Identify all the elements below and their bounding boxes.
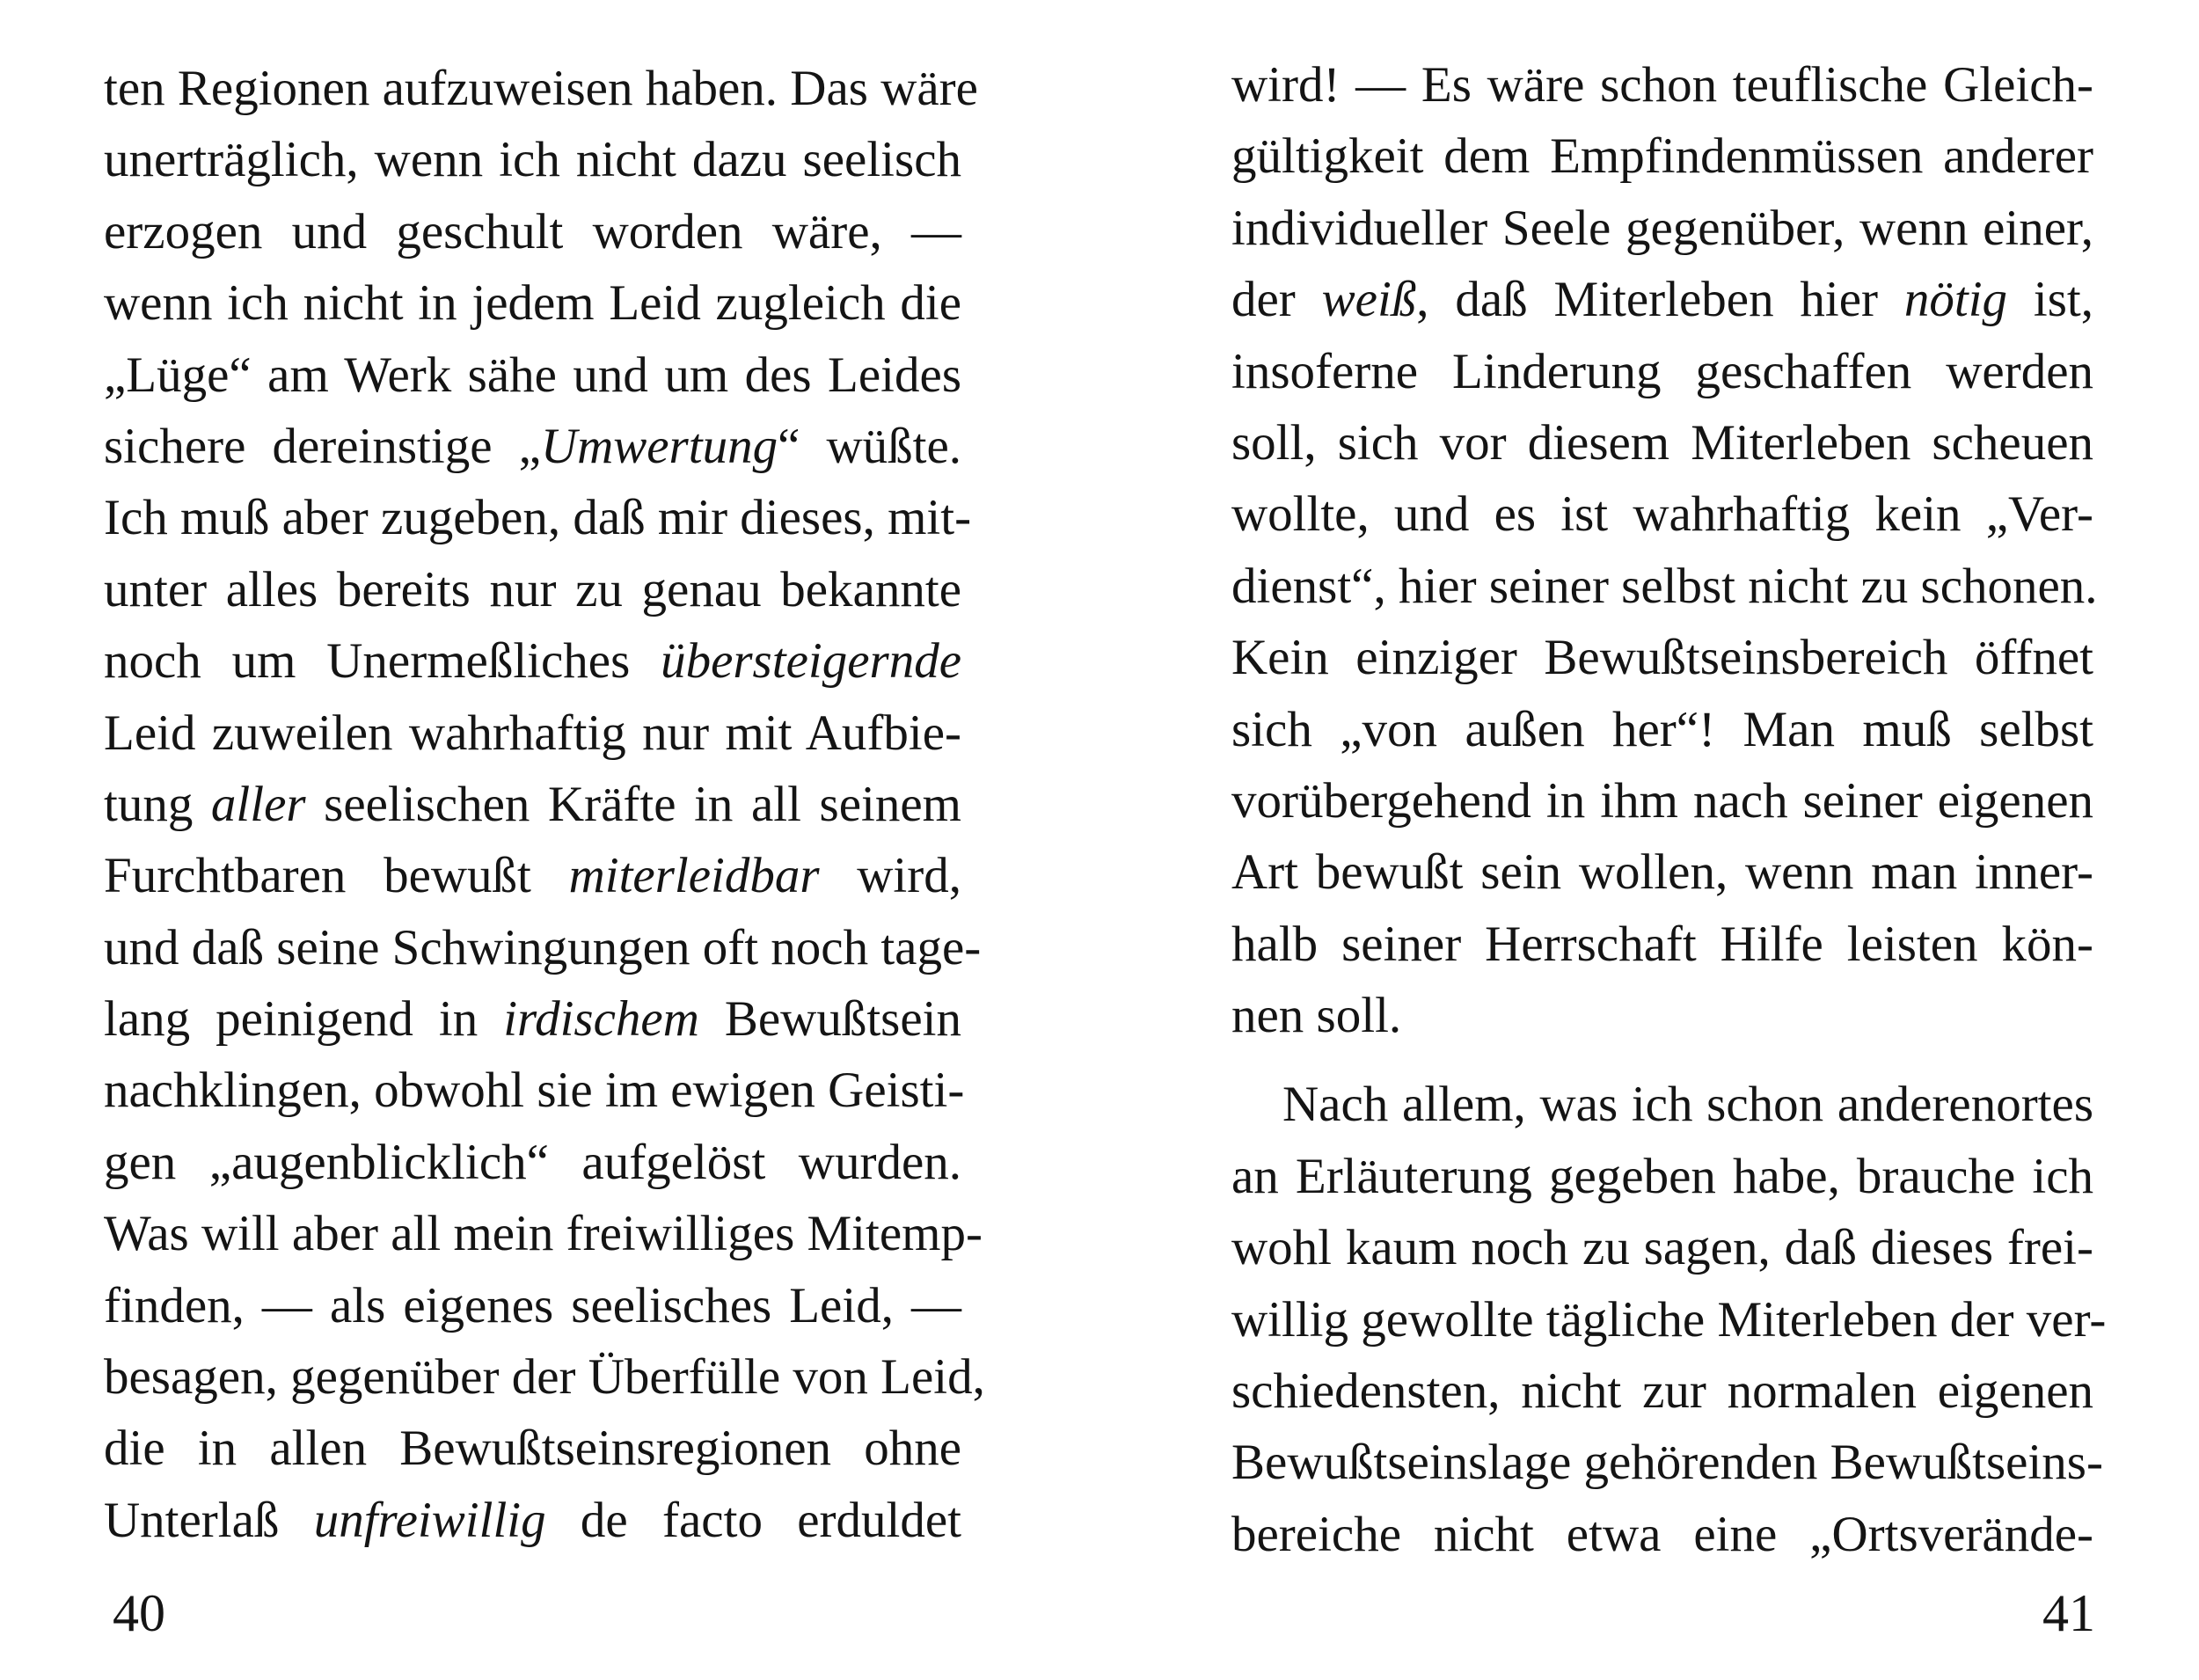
text-run: ist, [2007,272,2094,328]
text-line [104,411,961,482]
right-page-text [1231,49,2107,1570]
text-line [1231,1355,2093,1427]
text-line [1231,551,2098,622]
text-line [1231,622,2093,693]
text-run: „Lüge“ am Werk sähe und um des Leides [104,347,961,403]
text-run: willig gewollte tägliche Miterleben der ver- [1231,1291,2107,1348]
text-line [104,1270,961,1341]
text-line [1231,1141,2093,1212]
text-run: halb seiner Herrschaft Hilfe leisten kön- [1231,916,2093,972]
italic-emphasis: unfreiwillig [313,1492,546,1548]
italic-emphasis: weiß [1321,272,1417,328]
text-run: Bewußtseinslage gehörenden Bewußtseins- [1231,1435,2103,1491]
italic-emphasis: übersteigernde [661,633,961,690]
text-run: seelischen Kräfte in all seinem [305,776,962,832]
text-line [104,1413,961,1484]
text-run: noch um Unermeßliches [104,633,661,690]
italic-emphasis: aller [210,776,306,832]
text-run: Furchtbaren bewußt [104,848,569,904]
text-line [104,124,961,195]
text-run: und daß seine Schwingungen oft noch tage- [104,919,982,975]
text-run: sich „von außen her“! Man muß selbst [1231,701,2093,757]
text-line [1231,765,2093,836]
text-run: erzogen und geschult worden wäre, — [104,203,961,259]
text-run: insoferne Linderung geschaffen werden [1231,343,2093,399]
text-run: unerträglich, wenn ich nicht dazu seelisch [104,132,961,188]
text-line [1231,909,2093,980]
text-run: wenn ich nicht in jedem Leid zugleich die [104,275,961,332]
text-line [1231,49,2093,121]
text-line [1231,1427,2103,1498]
text-line [104,482,972,553]
text-run: Unterlaß [104,1492,314,1548]
text-run: lang peinigend in [104,991,504,1048]
text-run: wird! — Es wäre schon teuflische Gleich- [1231,57,2093,113]
text-line [1231,1212,2093,1283]
text-line [104,53,978,124]
text-run: Leid zuweilen wahrhaftig nur mit Aufbie- [104,705,961,761]
italic-emphasis: Umwertung [540,418,778,474]
text-run: Was will aber all mein freiwilliges Mitemp- [104,1206,983,1262]
text-line [1231,1499,2093,1570]
text-line [104,267,961,339]
text-line [104,554,961,625]
text-line [104,1341,985,1413]
text-run: der [1231,272,1322,328]
text-run: Nach allem, was ich schon anderenortes [1282,1077,2093,1133]
left-page-text [104,53,985,1556]
text-run: de facto erduldet [545,1492,961,1548]
right-page-number: 41 [2042,1584,2095,1642]
text-run: “ wüßte. [778,418,961,474]
text-line [1231,193,2093,264]
text-line [104,769,961,840]
text-line [104,840,961,911]
text-run: soll, sich vor diesem Miterleben scheuen [1231,414,2093,471]
text-line [104,196,961,267]
text-line [1231,1284,2107,1355]
text-run: unter alles bereits nur zu genau bekannte [104,561,961,617]
text-line [1231,980,2093,1051]
text-run: individueller Seele gegenüber, wenn einer, [1231,200,2093,256]
text-run: , daß Miterleben hier [1416,272,1904,328]
text-line [104,912,982,983]
text-run: Bewußtsein [698,991,961,1048]
text-line [1231,336,2093,407]
text-line [104,1485,961,1556]
text-run: finden, — als eigenes seelisches Leid, — [104,1277,961,1333]
text-run: ten Regionen aufzuweisen haben. Das wäre [104,61,978,116]
text-line [1231,121,2093,192]
text-line [104,340,961,411]
text-line [104,983,961,1055]
text-run: tung [104,776,211,832]
text-run: an Erläuterung gegeben habe, brauche ich [1231,1148,2093,1204]
text-line [104,698,961,769]
text-line [1231,694,2093,765]
text-line [1231,407,2093,478]
italic-emphasis: nötig [1903,272,2008,328]
text-run: schiedensten, nicht zur normalen eigenen [1231,1363,2093,1420]
text-run: Kein einziger Bewußtseinsbereich öffnet [1231,630,2093,686]
text-run: vorübergehend in ihm nach seiner eigenen [1231,772,2093,829]
text-line [1231,478,2093,550]
left-page-number: 40 [113,1584,165,1642]
text-run: Art bewußt sein wollen, wenn man inner- [1231,844,2093,901]
text-run: gültigkeit dem Empfindenmüssen anderer [1231,128,2093,185]
text-run: wollte, und es ist wahrhaftig kein „Ver- [1231,486,2093,543]
italic-emphasis: miterleidbar [568,848,820,904]
text-run: gen „augenblicklich“ aufgelöst wurden. [104,1134,961,1190]
text-line [104,1198,983,1269]
text-line [1231,264,2093,335]
text-run: sichere dereinstige „ [104,418,541,474]
text-line [1231,836,2093,908]
text-run: wohl kaum noch zu sagen, daß dieses frei- [1231,1220,2093,1276]
text-run: die in allen Bewußtseinsregionen ohne [104,1421,961,1477]
text-run: nachklingen, obwohl sie im ewigen Geisti- [104,1063,965,1119]
text-run: besagen, gegenüber der Überfülle von Leid, [104,1349,985,1406]
text-line [104,1055,965,1126]
italic-emphasis: irdischem [503,991,699,1048]
text-run: Ich muß aber zugeben, daß mir dieses, mit- [104,490,972,546]
text-run: dienst“, hier seiner selbst nicht zu schonen. [1231,558,2098,614]
text-run: wird, [819,848,962,904]
text-run: bereiche nicht etwa eine „Ortsverände- [1231,1506,2093,1562]
text-line [104,625,961,697]
text-line [1231,1069,2093,1140]
text-run: nen soll. [1231,988,1402,1044]
text-line [104,1127,961,1198]
